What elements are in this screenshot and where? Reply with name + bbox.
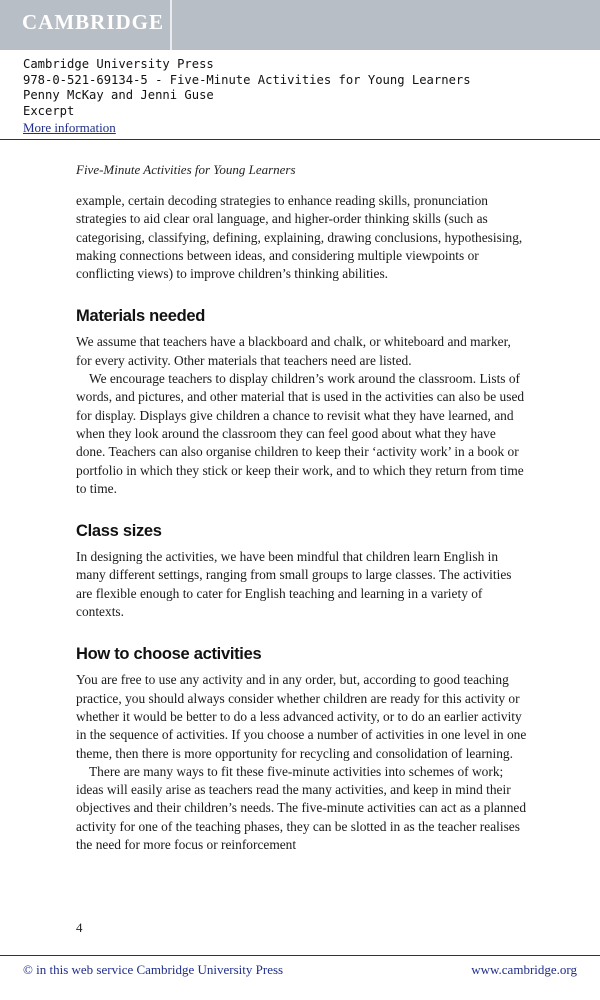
page-number: 4 — [76, 920, 83, 935]
authors-line: Penny McKay and Jenni Guse — [23, 88, 214, 102]
copyright-notice: © in this web service Cambridge University Press — [23, 962, 284, 977]
page-body — [76, 192, 528, 854]
paragraph: We encourage teachers to display children’s work around the classroom. Lists of words, and pictures, and other material that is used in the activities can also be used for display. Displays give children a chance to revisit what they have learned, and when they look around the classroom they can feel good about what they have done. Teachers can also organise children to keep their ‘activity work’ in a book or portfolio in which they stick or keep their work, and to which they return from time to time. — [76, 371, 525, 496]
header-banner — [0, 0, 600, 50]
book-metadata — [23, 57, 583, 137]
heading-materials-needed: Materials needed — [76, 307, 206, 326]
running-head: Five-Minute Activities for Young Learners — [76, 162, 296, 177]
header-divider — [0, 139, 600, 140]
cambridge-logo — [0, 0, 172, 50]
excerpt-label: Excerpt — [23, 103, 75, 118]
paragraph: You are free to use any activity and in any order, but, according to good teaching practice, you should always consider whether children are ready for this activity or whether it would be better to do a less advanced activity, or to do an earlier activity in the sequence of activities. If you choose a number of activities in one level in one theme, then there is more opportunity for recycling and consolidation of learning. — [76, 672, 527, 761]
paragraph: We assume that teachers have a blackboard and chalk, or whiteboard and marker, for every activity. Other materials that teachers need are listed. — [76, 334, 511, 368]
intro-paragraph: example, certain decoding strategies to enhance reading skills, pronunciation strategies to aid clear oral language, and higher-order thinking skills (such as categorising, classifying, defining, explaining, drawing conclusions, hypothesising, making connections between ideas, and considering multiple viewpoints or conflicting views) to improve children’s thinking abilities. — [76, 193, 523, 282]
heading-how-to-choose-activities: How to choose activities — [76, 645, 262, 664]
footer-divider — [0, 955, 600, 956]
paragraph: In designing the activities, we have been mindful that children learn English in many different settings, ranging from small groups to large classes. The activities are flexible enough to cater for English teaching and learning in a variety of contexts. — [76, 549, 512, 620]
logo-text: CAMBRIDGE — [22, 10, 165, 34]
more-information-link[interactable]: More information — [23, 120, 116, 135]
isbn-title-line: 978-0-521-69134-5 - Five-Minute Activities for Young Learners — [23, 72, 471, 87]
heading-class-sizes: Class sizes — [76, 522, 162, 541]
paragraph: There are many ways to fit these five-minute activities into schemes of work; ideas will easily arise as teachers read the many activities, and keep in mind their objectives and their children’s needs. The five-minute activities can act as a planned activity for one of the teaching phases, they can be slotted in as the teacher realises the need for more focus or reinforcement — [76, 763, 527, 853]
cambridge-website-link[interactable]: www.cambridge.org — [471, 962, 577, 977]
publisher-line: Cambridge University Press — [23, 57, 214, 71]
